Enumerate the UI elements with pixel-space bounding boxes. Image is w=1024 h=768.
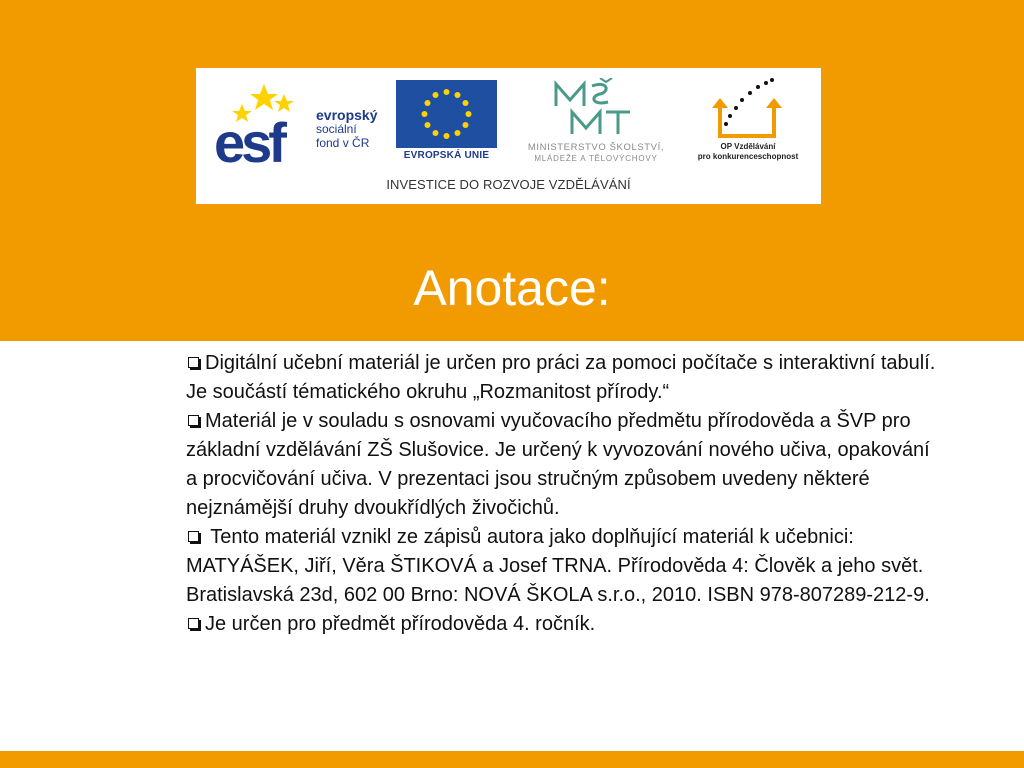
msmt-line-2: MLÁDEŽE A TĚLOVÝCHOVY <box>534 154 658 163</box>
annotation-item <box>186 610 946 639</box>
esf-line-2: sociální <box>316 122 357 136</box>
logo-strip <box>196 68 821 204</box>
msmt-logo-icon <box>548 78 638 138</box>
eu-flag-icon <box>396 80 497 148</box>
esf-line-1: evropský <box>316 107 378 123</box>
op-line-2: pro konkurenceschopnost <box>697 152 799 161</box>
annotation-text: Je určen pro předmět přírodověda 4. ročník. <box>205 613 596 635</box>
checkbox-bullet-icon <box>188 618 199 629</box>
checkbox-bullet-icon <box>188 415 199 426</box>
checkbox-bullet-icon <box>188 357 199 368</box>
slogan: INVESTICE DO ROZVOJE VZDĚLÁVÁNÍ <box>386 177 631 192</box>
annotation-text: Materiál je v souladu s osnovami vyučovacího předmětu přírodověda a ŠVP pro základní vzdělávání ZŠ Slušovice. Je určený k vyvozování nového učiva, opakování a procvičování učiva. V prezentaci jsou stručným způsobem uvedeny některé nejznámější druhy dvoukřídlých živočichů. <box>186 410 930 519</box>
annotation-list <box>186 349 946 639</box>
annotation-item <box>186 407 946 523</box>
checkbox-bullet-icon <box>188 531 199 542</box>
footer-band <box>0 751 1024 768</box>
eu-label: EVROPSKÁ UNIE <box>403 150 490 161</box>
op-logo-icon <box>712 78 784 142</box>
op-line-1: OP Vzdělávání <box>720 142 776 151</box>
slide-title: Anotace: <box>413 260 611 316</box>
esf-line-3: fond v ČR <box>316 136 370 150</box>
esf-logo-icon <box>214 82 312 166</box>
msmt-line-1: MINISTERSTVO ŠKOLSTVÍ, <box>527 142 665 153</box>
annotation-item <box>186 523 946 610</box>
esf-mark-text: esf <box>214 111 283 166</box>
annotation-text: Tento materiál vznikl ze zápisů autora jako doplňující materiál k učebnici: MATYÁŠEK, Jiří, Věra ŠTIKOVÁ a Josef TRNA. Přírodověda 4: Člověk a jeho svět. Bratislavská 23d, 602 00 Brno: NOVÁ ŠKOLA s.r.o., 2010. ISBN 978-807289-212-9. <box>186 526 930 606</box>
annotation-text: Digitální učební materiál je určen pro práci za pomoci počítače s interaktivní tabulí. Je součástí tématického okruhu „Rozmanitost přírody.“ <box>186 352 936 403</box>
annotation-item <box>186 349 946 407</box>
